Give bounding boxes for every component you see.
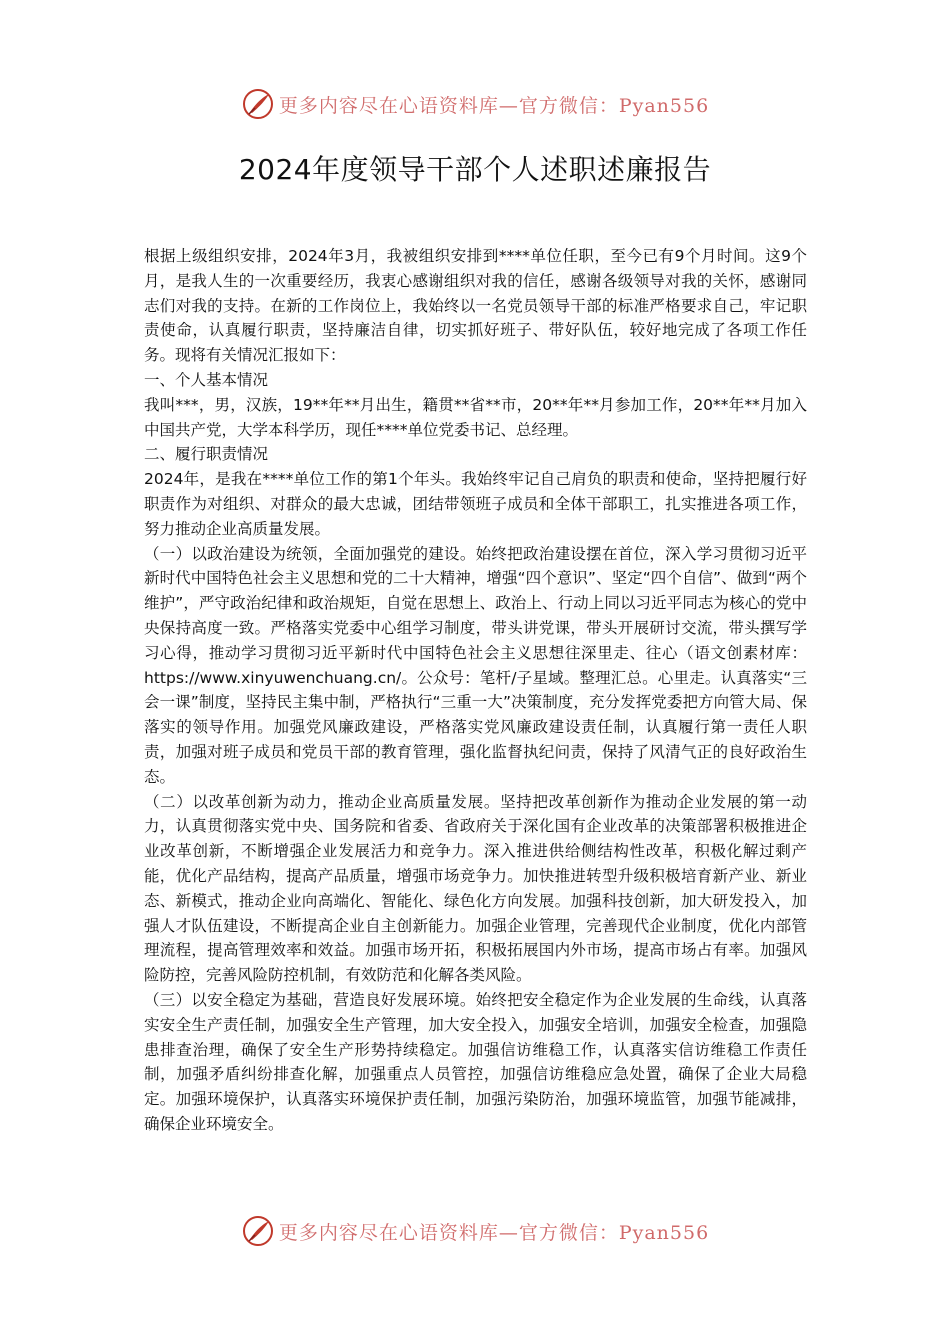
footer-banner: [0, 1211, 950, 1251]
duty-item-political-paragraph: （一）以政治建设为统领，全面加强党的建设。始终把政治建设摆在首位，深入学习贯彻习近平新时代中国特色社会主义思想和党的二十大精神，增强“四个意识”、坚定“四个自信”、做到“两个维护”，严守政治纪律和政治规矩，自觉在思想上、政治上、行动上同以习近平同志为核心的党中央保持高度一致。严格落实党委中心组学习制度，带头讲党课，带头开展研讨交流，带头撰写学习心得，推动学习贯彻习近平新时代中国特色社会主义思想往深里走、往心（语文创素材库：https://www.xinyuwenchuang.cn/。公众号：笔杆/子星域。整理汇总。心里走。认真落实“三会一课”制度，坚持民主集中制，严格执行“三重一大”决策制度，充分发挥党委把方向管大局、保落实的领导作用。加强党风廉政建设，严格落实党风廉政建设责任制，认真履行第一责任人职责，加强对班子成员和党员干部的教育管理，强化监督执纪问责，保持了风清气正的良好政治生态。: [144, 544, 807, 786]
intro-paragraph: 根据上级组织安排，2024年3月，我被组织安排到****单位任职，至今已有9个月时间。这9个月，是我人生的一次重要经历，我衷心感谢组织对我的信任，感谢各级领导对我的关怀，感谢同志们对我的支持。在新的工作岗位上，我始终以一名党员领导干部的标准严格要求自己，牢记职责使命，认真履行职责，坚持廉洁自律，切实抓好班子、带好队伍，较好地完成了各项工作任务。现将有关情况汇报如下：: [144, 247, 807, 365]
section-heading-duties: 二、履行职责情况: [144, 445, 269, 464]
duty-item-reform-paragraph: （二）以改革创新为动力，推动企业高质量发展。坚持把改革创新作为推动企业发展的第一动力，认真贯彻落实党中央、国务院和省委、省政府关于深化国有企业改革的决策部署积极推进企业改革创新，不断增强企业发展活力和竞争力。深入推进供给侧结构性改革，积极化解过剩产能，优化产品结构，提高产品质量，增强市场竞争力。加快推进转型升级积极培育新产业、新业态、新模式，推动企业向高端化、智能化、绿色化方向发展。加强科技创新，加大研发投入，加强人才队伍建设，不断提高企业自主创新能力。加强企业管理，完善现代企业制度，优化内部管理流程，提高管理效率和效益。加强市场开拓，积极拓展国内外市场，提高市场占有率。加强风险防控，完善风险防控机制，有效防范和化解各类风险。: [144, 792, 807, 985]
quill-logo-icon: [241, 1214, 275, 1248]
header-banner-text: 更多内容尽在心语资料库—官方微信：Pyan556: [278, 94, 710, 117]
basic-info-paragraph: 我叫***，男，汉族，19**年**月出生，籍贯**省**市，20**年**月参加工作，20**年**月加入中国共产党，大学本科学历，现任****单位党委书记、总经理。: [144, 395, 807, 439]
section-heading-basic-info: 一、个人基本情况: [144, 370, 269, 389]
quill-logo-icon: [241, 87, 275, 121]
duties-intro-paragraph: 2024年，是我在****单位工作的第1个年头。我始终牢记自己肩负的职责和使命，坚持把履行好职责作为对组织、对群众的最大忠诚，团结带领班子成员和全体干部职工，扎实推进各项工作，努力推动企业高质量发展。: [144, 470, 807, 538]
document-body: [144, 244, 807, 1137]
header-banner: [0, 84, 950, 124]
document-title: 2024年度领导干部个人述职述廉报告: [238, 153, 712, 186]
duty-item-safety-paragraph: （三）以安全稳定为基础，营造良好发展环境。始终把安全稳定作为企业发展的生命线，认真落实安全生产责任制，加强安全生产管理，加大安全投入，加强安全培训，加强安全检查，加强隐患排查治理，确保了安全生产形势持续稳定。加强信访维稳工作，认真落实信访维稳工作责任制，加强矛盾纠纷排查化解，加强重点人员管控，加强信访维稳应急处置，确保了企业大局稳定。加强环境保护，认真落实环境保护责任制，加强污染防治，加强环境监管，加强节能减排，确保企业环境安全。: [144, 990, 807, 1133]
footer-banner-text: 更多内容尽在心语资料库—官方微信：Pyan556: [278, 1221, 710, 1244]
